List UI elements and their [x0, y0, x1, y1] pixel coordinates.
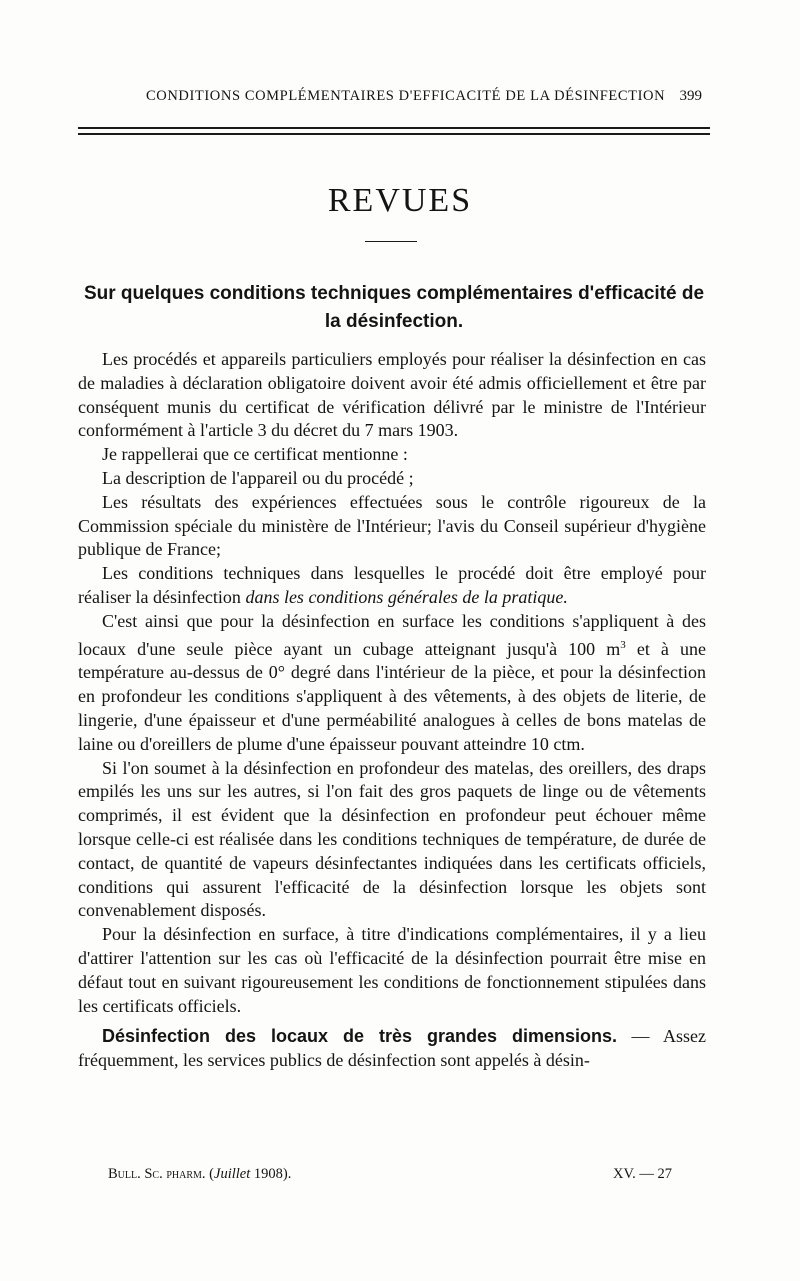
journal-year: 1908).: [250, 1166, 292, 1182]
section-title-rule: [365, 241, 417, 242]
paragraph: Les procédés et appareils particuliers employés pour réaliser la désinfection en cas de maladies à déclaration obligatoire doivent avoir été admis officiellement et être par conséquent munis du certificat de vérification délivré par le ministre de l'Intérieur conformément à l'article 3 du décret du 7 mars 1903.: [78, 349, 706, 441]
journal-name: Bull. Sc. pharm.: [108, 1166, 206, 1182]
section-title: REVUES: [327, 182, 473, 219]
journal-date: Juillet: [214, 1166, 251, 1182]
paragraph-italic: dans les conditions générales de la pratique.: [245, 586, 568, 607]
paragraph-text: et à une température au-dessus de 0° degré dans l'intérieur de la pièce, et pour la désinfection en profondeur les conditions s'appliquent à des vêtements, à des objets de literie, de lingerie, d'une épaisseur et d'une perméabilité analogues à celles de bons matelas de laine ou d'oreillers de plume d'une épaisseur pouvant atteindre 10 ctm.: [78, 638, 706, 754]
article-title: Sur quelques conditions techniques complémentaires d'efficacité de la désinfection.: [83, 283, 705, 332]
paragraph: Pour la désinfection en surface, à titre d'indications complémentaires, il y a lieu d'attirer l'attention sur les cas où l'efficacité de la désinfection pourrait être mise en défaut tout en suivant rigoureusement les conditions de fonctionnement stipulées dans les certificats officiels.: [78, 924, 706, 1016]
article-body: [78, 348, 706, 1073]
paragraph: Je rappellerai que ce certificat mentionne :: [102, 444, 408, 465]
paragraph: La description de l'appareil ou du procédé ;: [102, 467, 414, 488]
paragraph: [78, 1025, 706, 1073]
page-number: 399: [679, 88, 702, 104]
paragraph: [78, 610, 706, 757]
running-header: [78, 88, 710, 112]
header-rule-top: [78, 127, 710, 129]
date-open: (: [209, 1166, 215, 1182]
run-in-heading: Désinfection des locaux de très grandes dimensions.: [102, 1026, 618, 1047]
paragraph-text: C'est ainsi que pour la désinfection en surface les conditions s'appliquent à des locaux d'une seule pièce ayant un cubage atteignant jusqu'à 100 m: [78, 610, 706, 659]
header-rule-bottom: [78, 133, 710, 135]
page-footer: [78, 1166, 710, 1186]
paragraph-text: Les conditions techniques dans lesquelles le procédé doit être employé pour réaliser la désinfection: [78, 563, 706, 607]
paragraph: [78, 562, 706, 610]
signature-mark: XV. — 27: [613, 1166, 672, 1182]
superscript: 3: [620, 638, 626, 651]
journal-citation: [108, 1166, 291, 1183]
paragraph: Si l'on soumet à la désinfection en profondeur des matelas, des oreillers, des draps empilés les uns sur les autres, si l'on fait des gros paquets de linge ou de vêtements comprimés, il est évident que la désinfection en profondeur peut échouer même lorsque celle-ci est réalisée dans les conditions techniques de température, de durée de contact, de quantité de vapeurs désinfectantes indiquées dans les certificats officiels, conditions qui assurent l'efficacité de la désinfection lorsque les objets sont convenablement disposés.: [78, 757, 706, 921]
paragraph: Les résultats des expériences effectuées sous le contrôle rigoureux de la Commission spéciale du ministère de l'Intérieur; l'avis du Conseil supérieur d'hygiène publique de France;: [78, 491, 706, 560]
running-title: CONDITIONS COMPLÉMENTAIRES D'EFFICACITÉ DE LA DÉSINFECTION: [146, 88, 666, 104]
paragraph-text: — Assez fréquemment, les services publics de désinfection sont appelés à désin-: [78, 1026, 706, 1071]
